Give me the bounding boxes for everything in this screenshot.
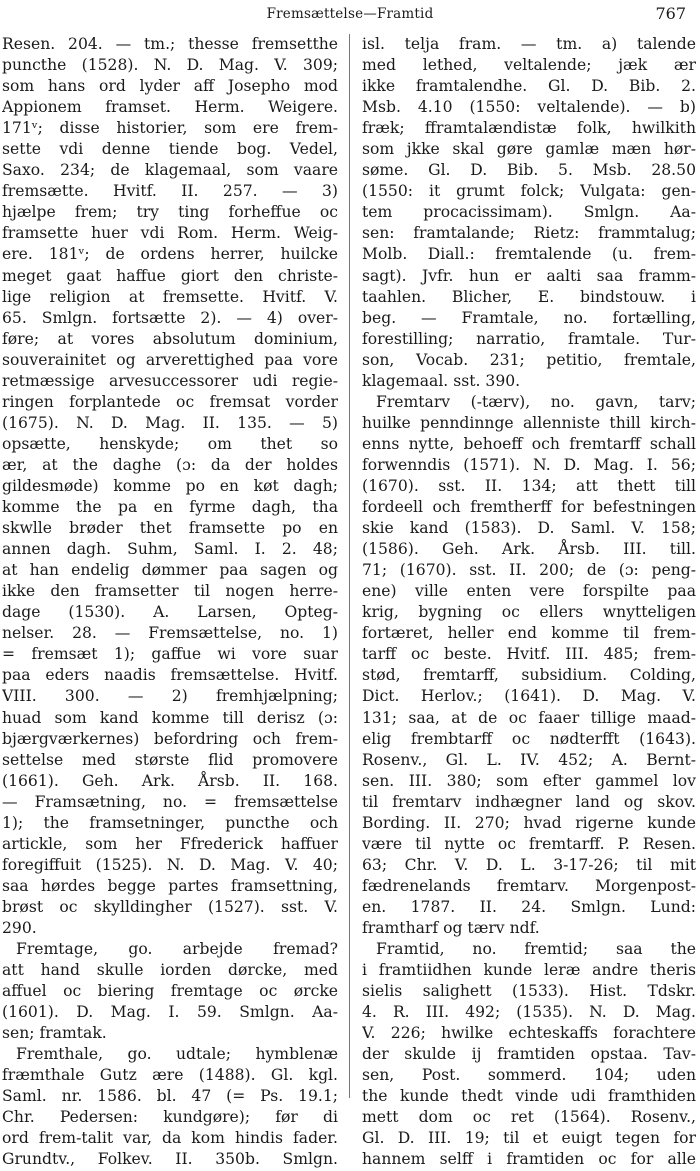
- text-line: som jkke skal gøre gamlæ mæn hør-: [362, 140, 696, 159]
- text-line: sielis salighett (1533). Hist. Tdskr.: [362, 982, 696, 1001]
- text-line: Grundtv., Folkev. II. 350b. Smlgn.: [2, 1150, 338, 1169]
- text-line: ikke den framsetter til nogen herre-: [2, 582, 338, 601]
- text-line: forwenndis (1571). N. D. Mag. I. 56;: [362, 455, 696, 474]
- text-line: (1550: it grumt folck; Vulgata: gen-: [362, 182, 696, 201]
- text-line: være til nytte oc fremtarff. P. Resen.: [362, 834, 696, 853]
- text-line: (1661). Geh. Ark. Årsb. II. 168.: [2, 771, 338, 790]
- text-line: som hans ord lyder aff Josepho mod: [2, 77, 338, 96]
- text-line: enns nytte, behoeff och fremtarff schall: [362, 434, 696, 453]
- text-line: VIII. 300. — 2) fremhjælpning;: [2, 687, 338, 706]
- text-line: fordeell och fremtherff for befestningen: [362, 498, 696, 517]
- text-line: V. 226; hwilke echteskaffs forachtere: [362, 1024, 696, 1043]
- text-line: huad som kand komme till derisz (ɔ:: [2, 708, 338, 727]
- text-line: en. 1787. II. 24. Smlgn. Lund:: [362, 897, 696, 916]
- text-line: affuel oc biering fremtage oc ørcke: [2, 982, 338, 1001]
- text-line: føre; at vores absolutum dominium,: [2, 329, 338, 348]
- text-line: sen: framtalande; Rietz: frammtalug;: [362, 224, 696, 243]
- running-title: Fremsættelse—Framtid: [266, 6, 434, 22]
- text-line: der skulde ij framtiden opstaa. Tav-: [362, 1045, 696, 1064]
- text-line: Molb. Diall.: fremtalende (u. frem-: [362, 245, 696, 264]
- text-line: Appionem framset. Herm. Weigere.: [2, 98, 338, 117]
- text-line: tem procacissimam). Smlgn. Aa-: [362, 203, 696, 222]
- text-line: ord frem-talit var, da kom hindis fader.: [2, 1129, 338, 1148]
- text-line: Bording. II. 270; hvad rigerne kunde: [362, 813, 696, 832]
- text-line: ringen forplantede oc fremsat vorder: [2, 392, 338, 411]
- text-line: = fremsæt 1); gaffue wi vore suar: [2, 645, 338, 664]
- left-column: [2, 34, 338, 1171]
- text-line: Gl. D. III. 19; til et euigt tegen for: [362, 1129, 696, 1148]
- text-line: hannem selff i framtiden oc for alle: [362, 1150, 696, 1169]
- text-line: mett dom oc ret (1564). Rosenv.,: [362, 1108, 696, 1127]
- text-line: Chr. Pedersen: kundgøre); før di: [2, 1108, 338, 1127]
- text-line: skie kand (1583). D. Saml. V. 158;: [362, 519, 696, 538]
- text-line: 63; Chr. V. D. L. 3-17-26; til mit: [362, 855, 696, 874]
- text-line: foregiffuit (1525). N. D. Mag. V. 40;: [2, 855, 338, 874]
- text-line: paa eders naadis fremsættelse. Hvitf.: [2, 666, 338, 685]
- text-line: med lethed, veltalende; jæk ær: [362, 56, 696, 75]
- text-line: meget gaat haffue giort den christe-: [2, 266, 338, 285]
- text-line: artickle, som her Ffrederick haffuer: [2, 834, 338, 853]
- text-line: Fremthale, go. udtale; hymblenæ: [16, 1045, 338, 1064]
- text-line: brøst oc skylldingher (1527). sst. V.: [2, 897, 338, 916]
- right-column: [362, 34, 696, 1171]
- text-line: retmæssige arvesuccessorer udi regie-: [2, 371, 338, 390]
- text-line: Saml. nr. 1586. bl. 47 (= Ps. 19.1;: [2, 1087, 338, 1106]
- text-line: nelser. 28. — Fremsættelse, no. 1): [2, 624, 338, 643]
- text-line: fortæret, heller end komme til frem-: [362, 624, 696, 643]
- text-line: sen; framtak.: [2, 1024, 107, 1043]
- text-line: 1); the framsetninger, puncthe och: [2, 813, 338, 832]
- text-line: (1601). D. Mag. I. 59. Smlgn. Aa-: [2, 1003, 338, 1022]
- text-line: skwlle brøder thet framsette po en: [2, 519, 338, 538]
- text-line: fræk; fframtalændistæ folk, hwilkith: [362, 119, 696, 138]
- text-line: tarff oc beste. Hvitf. III. 485; frem-: [362, 645, 696, 664]
- text-line: 4. R. III. 492; (1535). N. D. Mag.: [362, 1003, 696, 1022]
- text-line: Dict. Herlov.; (1641). D. Mag. V.: [362, 687, 696, 706]
- text-line: forestilling; narratio, framtale. Tur-: [362, 329, 696, 348]
- text-line: taahlen. Blicher, E. bindstouw. i: [362, 287, 696, 306]
- text-line: sen, Post. sommerd. 104; uden: [362, 1066, 696, 1085]
- text-line: Msb. 4.10 (1550: veltalende). — b): [362, 98, 696, 117]
- text-line: krig, bygning oc ellers wnytteligen: [362, 603, 696, 622]
- text-line: att hand skulle iorden dørcke, med: [2, 961, 338, 980]
- text-line: fremsætte. Hvitf. II. 257. — 3): [2, 182, 338, 201]
- page-number: 767: [655, 4, 686, 23]
- text-line: 131; saa, at de oc faaer tillige maad-: [362, 708, 696, 727]
- text-line: bjærgværkernes) befordring och frem-: [2, 729, 338, 748]
- text-line: hjælpe frem; try ting forheffue oc: [2, 203, 338, 222]
- text-line: ere. 181ᵛ; de ordens herrer, huilcke: [2, 245, 338, 264]
- text-line: framsette huer vdi Rom. Herm. Weig-: [2, 224, 338, 243]
- running-head: [0, 4, 700, 26]
- text-line: puncthe (1528). N. D. Mag. V. 309;: [2, 56, 338, 75]
- text-line: Fremtarv (-tærv), no. gavn, tarv;: [376, 392, 696, 411]
- text-line: annen dagh. Suhm, Saml. I. 2. 48;: [2, 540, 338, 559]
- text-line: huilke penndinnge allenniste thill kirch-: [362, 413, 696, 432]
- text-line: 71; (1670). sst. II. 200; de (ɔ: peng-: [362, 561, 696, 580]
- text-line: til fremtarv indhægner land og skov.: [362, 792, 696, 811]
- text-line: søme. Gl. D. Bib. 5. Msb. 28.50: [362, 161, 696, 180]
- text-line: ene) ville enten vere forspilte paa: [362, 582, 696, 601]
- text-line: sen. III. 380; som efter gammel lov: [362, 771, 696, 790]
- text-line: fræmthale Gutz ære (1488). Gl. kgl.: [2, 1066, 338, 1085]
- text-line: Framtid, no. fremtid; saa the: [376, 940, 696, 959]
- text-line: sagt). Jvfr. hun er aalti saa framm-: [362, 266, 696, 285]
- text-line: sette vdi denne tiende bog. Vedel,: [2, 140, 338, 159]
- text-line: gildesmøde) komme po en køt dagh;: [2, 476, 338, 495]
- text-line: opsætte, henskyde; om thet so: [2, 434, 338, 453]
- text-line: saa hørdes begge partes framsettning,: [2, 876, 338, 895]
- text-line: fædrenelands fremtarv. Morgenpost-: [362, 876, 696, 895]
- text-line: son, Vocab. 231; petitio, fremtale,: [362, 350, 696, 369]
- text-line: komme the pa en fyrme dagh, tha: [2, 498, 338, 517]
- text-line: dage (1530). A. Larsen, Opteg-: [2, 603, 338, 622]
- text-line: beg. — Framtale, no. fortælling,: [362, 308, 696, 327]
- column-divider: [349, 34, 350, 1098]
- text-line: isl. telja fram. — tm. a) talende: [362, 35, 696, 53]
- text-line: (1670). sst. II. 134; att thett till: [362, 476, 696, 495]
- text-line: (1675). N. D. Mag. II. 135. — 5): [2, 413, 338, 432]
- text-line: framtharf og tærv ndf.: [362, 918, 540, 937]
- text-line: Saxo. 234; de klagemaal, som vaare: [2, 161, 338, 180]
- text-line: klagemaal. sst. 390.: [362, 371, 521, 390]
- text-line: ær, at the daghe (ɔ: da der holdes: [2, 455, 338, 474]
- text-line: Rosenv., Gl. L. IV. 452; A. Bernt-: [362, 750, 696, 769]
- text-line: Fremtage, go. arbejde fremad?: [16, 940, 338, 959]
- text-line: elig frembtarff oc nødterfft (1643).: [362, 729, 696, 748]
- text-line: 65. Smlgn. fortsætte 2). — 4) over-: [2, 308, 338, 327]
- text-line: souverainitet og arverettighed paa vore: [2, 350, 338, 369]
- text-line: lige religion at fremsette. Hvitf. V.: [2, 287, 338, 306]
- text-line: ikke framtalendhe. Gl. D. Bib. 2.: [362, 77, 696, 96]
- text-line: at han endelig dømmer paa sagen og: [2, 561, 338, 580]
- text-line: the kunde thedt vinde udi framthiden: [362, 1087, 696, 1106]
- text-line: (1586). Geh. Ark. Årsb. III. till.: [362, 540, 696, 559]
- text-line: settelse med største flid promovere: [2, 750, 338, 769]
- text-line: — Framsætning, no. = fremsættelse: [2, 792, 338, 811]
- text-line: 290.: [2, 918, 37, 937]
- text-line: 171ᵛ; disse historier, som ere frem-: [2, 119, 338, 138]
- text-line: Resen. 204. — tm.; thesse fremsetthe: [2, 35, 338, 53]
- text-line: stød, fremtarff, subsidium. Colding,: [362, 666, 696, 685]
- text-line: i framtiidhen kunde leræ andre theris: [362, 961, 696, 980]
